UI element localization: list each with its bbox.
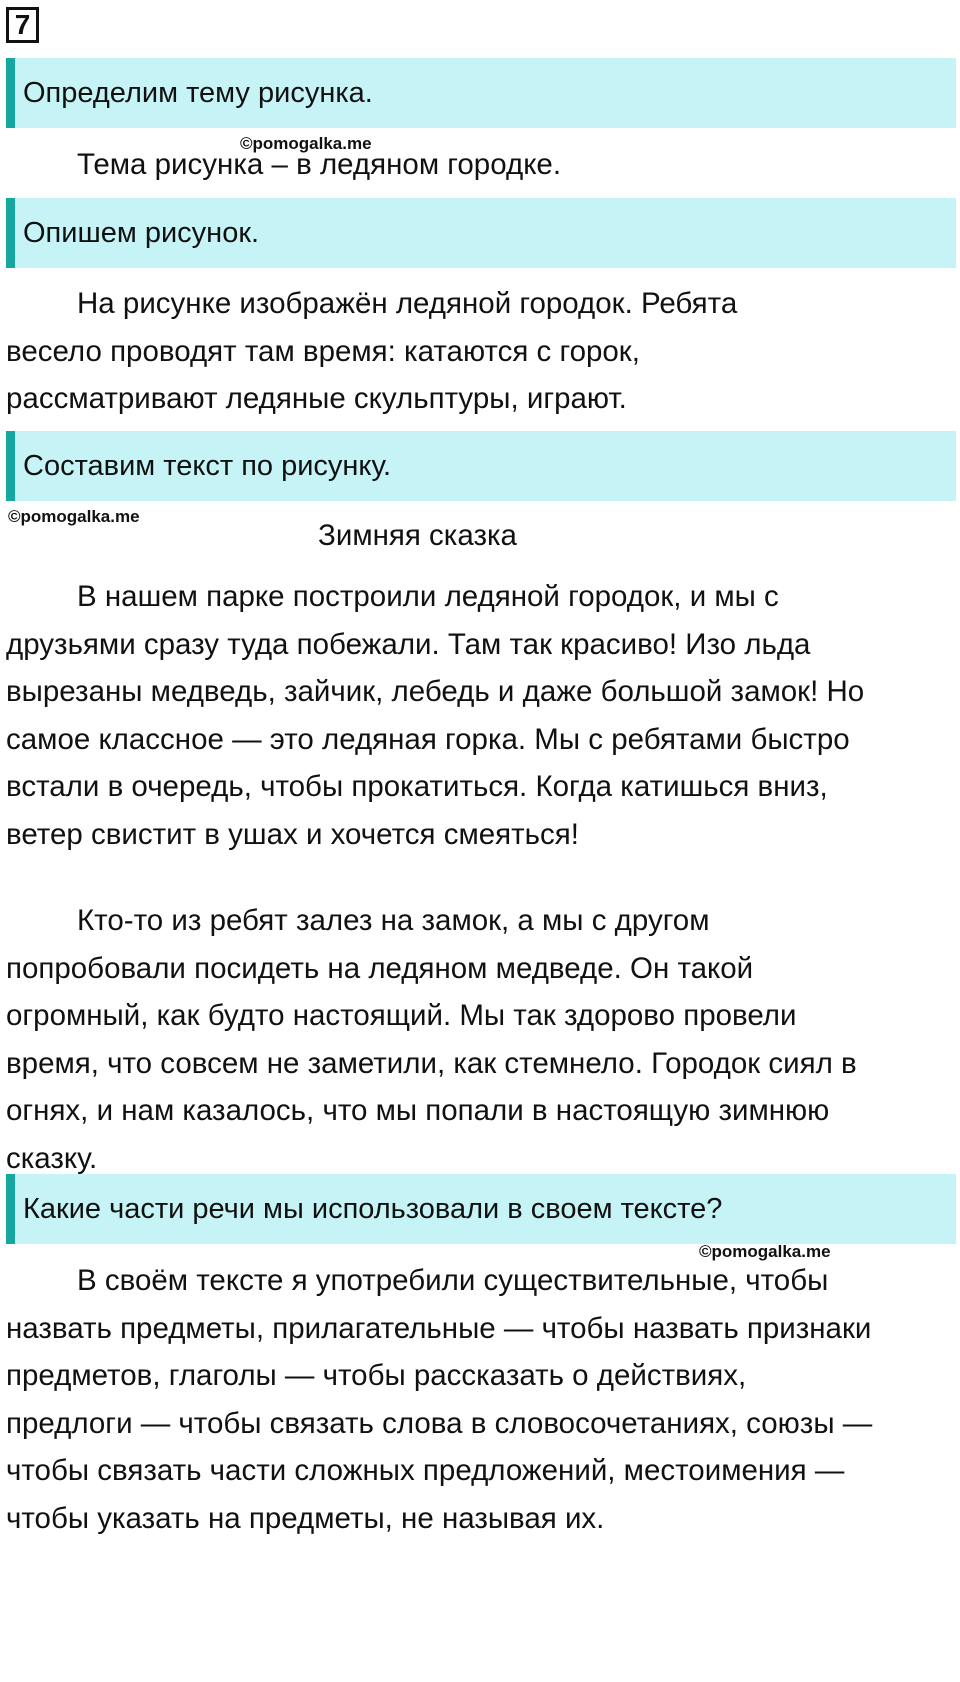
describe-paragraph [6,280,806,423]
theme-paragraph [6,141,951,189]
story-paragraph-1 [6,573,876,858]
theme-text: Тема рисунка – в ледяном городке. [77,148,562,181]
section-header-parts: Какие части речи мы использовали в своем тексте? [6,1174,956,1244]
section-header-theme: Определим тему рисунка. [6,58,956,128]
story-paragraph-2 [6,897,876,1182]
describe-text: На рисунке изображён ледяной городок. Ребята весело проводят там время: катаются с горок, рассматривают ледяные скульптуры, играют. [6,287,738,415]
watermark: ©pomogalka.me [699,1242,831,1261]
parts-text: В своём тексте я употребили существительные, чтобы назвать предметы, прилагательные — чтобы назвать признаки предметов, глаголы — чтобы рассказать о действиях, предлоги — чтобы связать слова в словосочетаниях, союзы — чтобы связать части сложных предложений, местоимения — чтобы указать на предметы, не называя их. [6,1264,873,1535]
parts-paragraph [6,1257,876,1542]
section-header-describe: Опишем рисунок. [6,198,956,268]
watermark: ©pomogalka.me [8,507,140,526]
story-text-1: В нашем парке построили ледяной городок, и мы с друзьями сразу туда побежали. Там так красиво! Изо льда вырезаны медведь, зайчик, лебедь и даже большой замок! Но самое классное — это ледяная горка. Мы с ребятами быстро встали в очередь, чтобы прокатиться. Когда катишься вниз, ветер свистит в ушах и хочется смеяться! [6,580,865,851]
story-text-2: Кто-то из ребят залез на замок, а мы с другом попробовали посидеть на ледяном медведе. Он такой огромный, как будто настоящий. Мы так здорово провели время, что совсем не заметили, как стемнело. Городок сиял в огнях, и нам казалось, что мы попали в настоящую зимнюю сказку. [6,904,857,1175]
task-number: 7 [6,7,39,43]
watermark: ©pomogalka.me [240,134,372,153]
section-header-compose: Составим текст по рисунку. [6,431,956,501]
story-title: Зимняя сказка [318,519,517,552]
